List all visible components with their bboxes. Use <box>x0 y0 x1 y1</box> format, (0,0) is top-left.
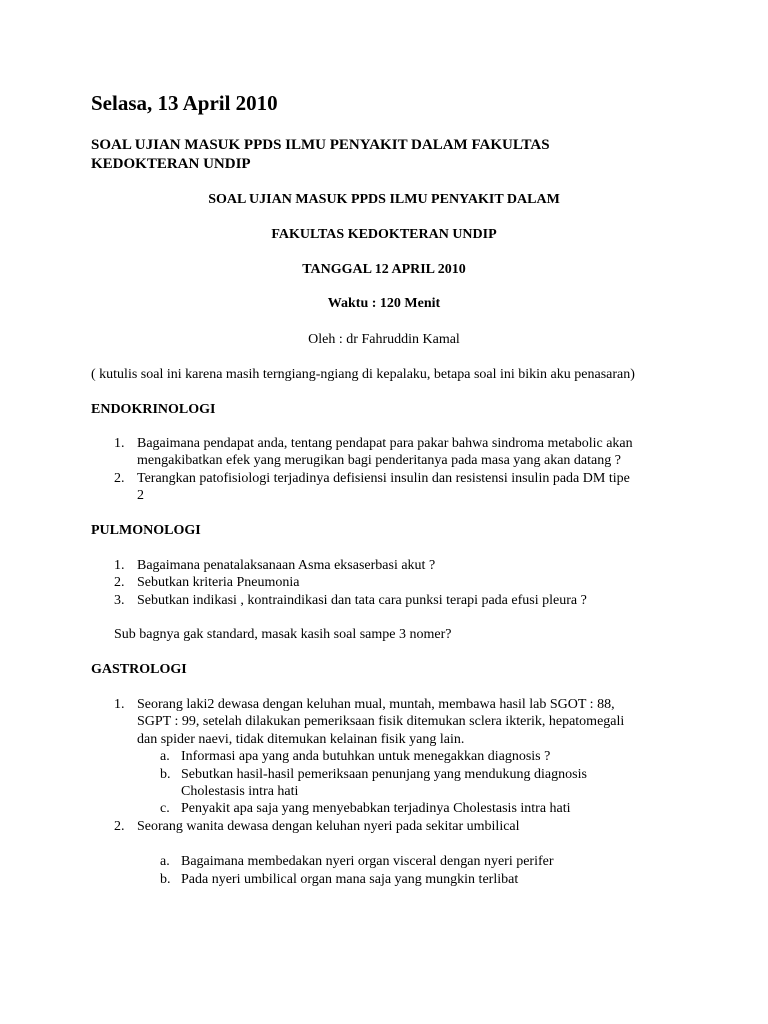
exam-date: TANGGAL 12 APRIL 2010 <box>302 262 466 277</box>
exam-author: Oleh : dr Fahruddin Kamal <box>308 332 460 347</box>
sub-letter: b. <box>160 872 171 887</box>
date-heading: Selasa, 13 April 2010 <box>91 91 278 115</box>
question-text: 2 <box>137 488 144 503</box>
question-text: Sebutkan kriteria Pneumonia <box>137 575 300 590</box>
post-title-line-2: KEDOKTERAN UNDIP <box>91 156 251 172</box>
sub-question-text: Bagaimana membedakan nyeri organ visceral dengan nyeri perifer <box>181 854 554 869</box>
sub-letter: c. <box>160 801 170 816</box>
question-text: Seorang laki2 dewasa dengan keluhan mual, muntah, membawa hasil lab SGOT : 88, <box>137 697 615 712</box>
question-text: mengakibatkan efek yang merugikan bagi penderitanya pada masa yang akan datang ? <box>137 453 621 468</box>
question-text: dan spider naevi, tidak ditemukan kelainan fisik yang lain. <box>137 732 465 747</box>
list-number: 3. <box>114 593 125 608</box>
sub-letter: b. <box>160 767 171 782</box>
question-text: Seorang wanita dewasa dengan keluhan nyeri pada sekitar umbilical <box>137 819 520 834</box>
question-text: Bagaimana pendapat anda, tentang pendapat para pakar bahwa sindroma metabolic akan <box>137 436 633 451</box>
question-text: SGPT : 99, setelah dilakukan pemeriksaan fisik ditemukan sclera ikterik, hepatomegali <box>137 714 625 729</box>
sub-question-text: Pada nyeri umbilical organ mana saja yang mungkin terlibat <box>181 872 519 887</box>
sub-question-text: Sebutkan hasil-hasil pemeriksaan penunjang yang mendukung diagnosis <box>181 767 587 782</box>
sub-letter: a. <box>160 749 170 764</box>
section-heading-endokrinologi: ENDOKRINOLOGI <box>91 402 216 417</box>
sub-letter: a. <box>160 854 170 869</box>
sub-question-text: Penyakit apa saja yang menyebabkan terjadinya Cholestasis intra hati <box>181 801 571 816</box>
exam-duration: Waktu : 120 Menit <box>327 296 441 311</box>
question-text: Sebutkan indikasi , kontraindikasi dan tata cara punksi terapi pada efusi pleura ? <box>137 593 587 608</box>
question-text: Terangkan patofisiologi terjadinya defisiensi insulin dan resistensi insulin pada DM tipe <box>137 471 630 486</box>
list-number: 2. <box>114 819 125 834</box>
post-title-line-1: SOAL UJIAN MASUK PPDS ILMU PENYAKIT DALAM FAKULTAS <box>91 137 550 153</box>
list-number: 2. <box>114 575 125 590</box>
list-number: 1. <box>114 558 125 573</box>
intro-note: ( kutulis soal ini karena masih terngiang-ngiang di kepalaku, betapa soal ini bikin aku penasaran) <box>91 367 635 382</box>
section-note: Sub bagnya gak standard, masak kasih soal sampe 3 nomer? <box>114 627 452 642</box>
sub-question-text: Cholestasis intra hati <box>181 784 299 799</box>
list-number: 2. <box>114 471 125 486</box>
exam-faculty: FAKULTAS KEDOKTERAN UNDIP <box>271 227 497 242</box>
section-heading-gastrologi: GASTROLOGI <box>91 662 187 677</box>
list-number: 1. <box>114 697 125 712</box>
exam-title: SOAL UJIAN MASUK PPDS ILMU PENYAKIT DALAM <box>208 192 560 207</box>
sub-question-text: Informasi apa yang anda butuhkan untuk menegakkan diagnosis ? <box>181 749 551 764</box>
question-text: Bagaimana penatalaksanaan Asma eksaserbasi akut ? <box>137 558 436 573</box>
list-number: 1. <box>114 436 125 451</box>
section-heading-pulmonologi: PULMONOLOGI <box>91 523 201 538</box>
